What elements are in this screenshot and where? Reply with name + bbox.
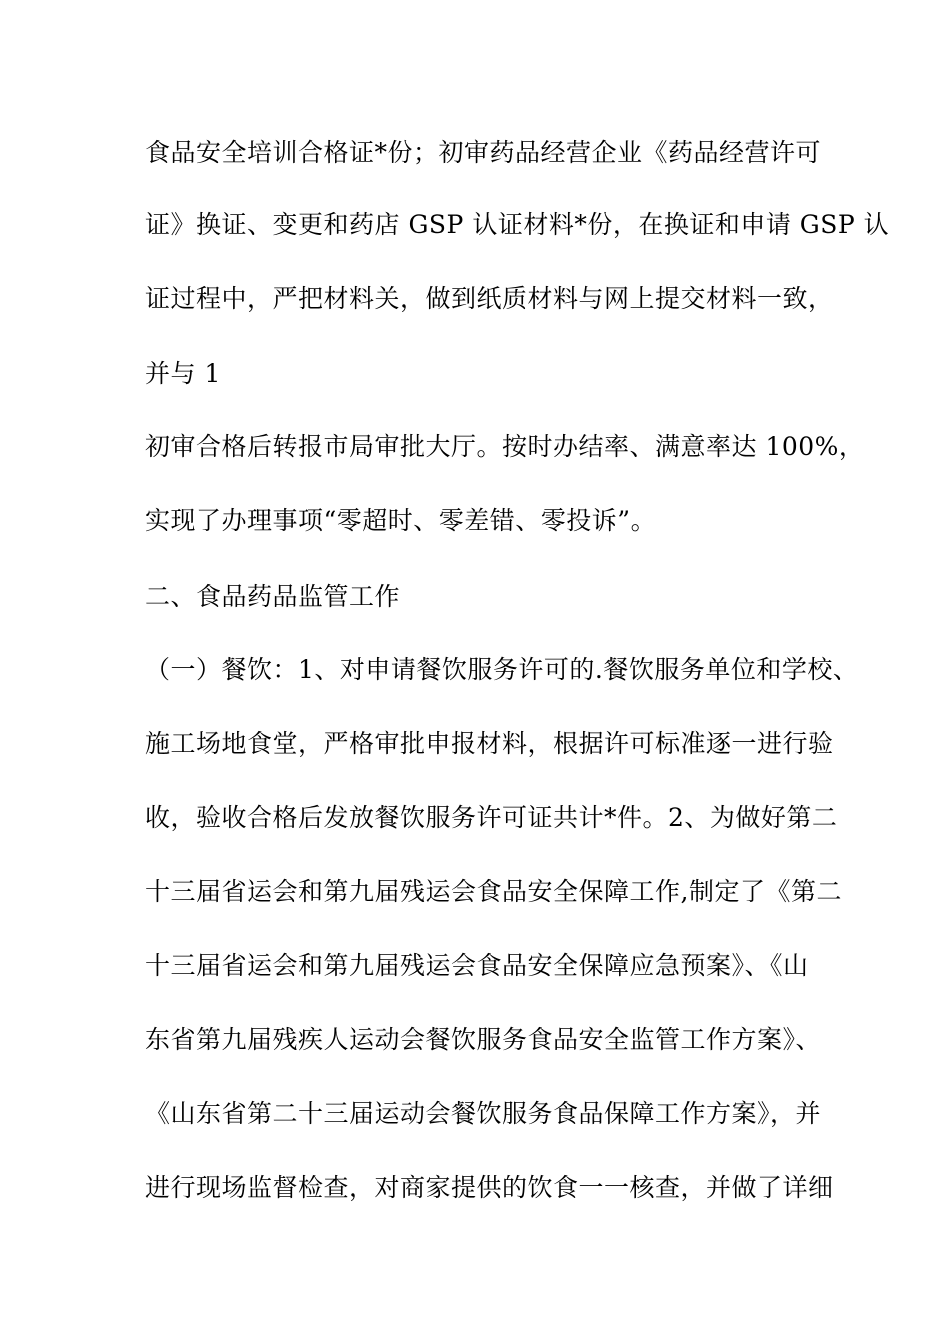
- text-line: 食品安全培训合格证*份；初审药品经营企业《药品经营许可: [145, 138, 822, 167]
- text-line: 证》换证、变更和药店 GSP 认证材料*份，在换证和申请 GSP 认: [145, 210, 890, 239]
- text-line: 证过程中，严把材料关，做到纸质材料与网上提交材料一致，: [145, 284, 834, 313]
- text-line: 《山东省第二十三届运动会餐饮服务食品保障工作方案》，并: [145, 1099, 822, 1128]
- text-line: 十三届省运会和第九届残运会食品安全保障工作,制定了《第二: [145, 877, 842, 906]
- text-line: 并与 1: [145, 359, 221, 388]
- text-line: 收，验收合格后发放餐饮服务许可证共计*件。2、为做好第二: [145, 803, 838, 832]
- text-line: 东省第九届残疾人运动会餐饮服务食品安全监管工作方案》、: [145, 1025, 822, 1054]
- section-heading: 二、食品药品监管工作: [145, 582, 401, 611]
- text-line: 初审合格后转报市局审批大厅。按时办结率、满意率达 100%，: [145, 432, 865, 461]
- text-line: 实现了办理事项“零超时、零差错、零投诉”。: [145, 506, 657, 535]
- text-line: （一）餐饮：1、对申请餐饮服务许可的.餐饮服务单位和学校、: [145, 655, 859, 684]
- text-line: 进行现场监督检查，对商家提供的饮食一一核查，并做了详细: [145, 1173, 834, 1202]
- text-line: 施工场地食堂，严格审批申报材料，根据许可标准逐一进行验: [145, 729, 834, 758]
- text-line: 十三届省运会和第九届残运会食品安全保障应急预案》、《山: [145, 951, 809, 980]
